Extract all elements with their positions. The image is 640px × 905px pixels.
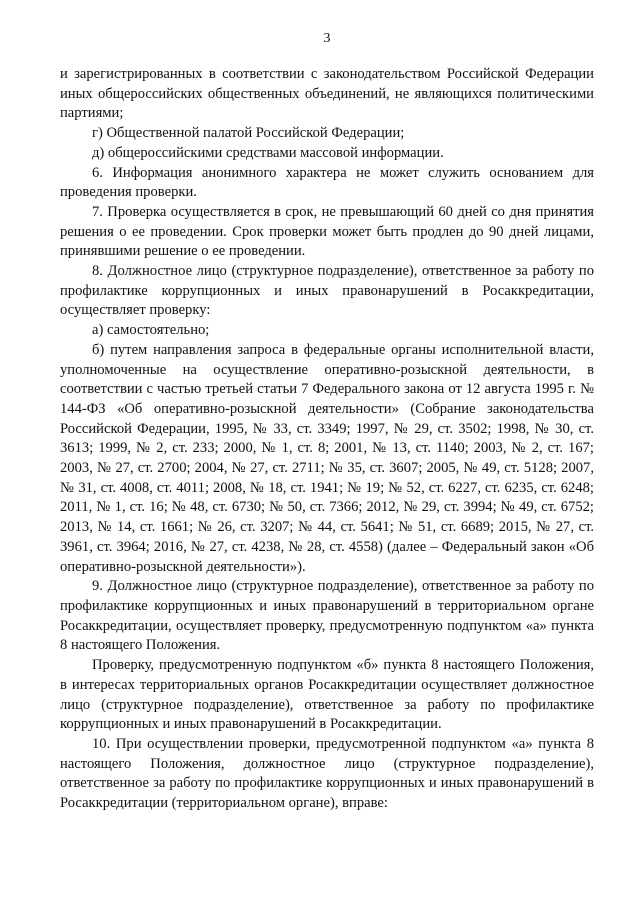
paragraph-clause-9: 9. Должностное лицо (структурное подразделение), ответственное за работу по профилактике коррупционных и иных правонарушений в территориальном органе Росаккредитации, осуществляет проверку, предусмотренную подпунктом «а» пункта 8 настоящего Положения. (60, 578, 594, 654)
paragraph-item-a: а) самостоятельно; (92, 322, 210, 339)
page-number: 3 (323, 31, 331, 46)
paragraph-intro-continuation: и зарегистрированных в соответствии с законодательством Российской Федерации иных общероссийских общественных объединений, не являющихся политическими партиями; (60, 66, 594, 122)
paragraph-clause-10: 10. При осуществлении проверки, предусмотренной подпунктом «а» пункта 8 настоящего Положения, должностное лицо (структурное подразделение), ответственное за работу по профилактике коррупционных и иных правонарушений в Росаккредитации (территориальном органе), вправе: (60, 735, 594, 812)
paragraph-item-g: г) Общественной палатой Российской Федерации; (92, 125, 405, 142)
paragraph-item-d: д) общероссийскими средствами массовой информации. (92, 144, 444, 161)
paragraph-clause-8: 8. Должностное лицо (структурное подразделение), ответственное за работу по профилактике коррупционных и иных правонарушений в Росаккредитации, осуществляет проверку: (60, 263, 594, 319)
paragraph-item-b: б) путем направления запроса в федеральные органы исполнительной власти, уполномоченные на осуществление оперативно-розыскной деятельности, в соответствии с частью третьей статьи 7 Федерального закона от 12 августа 1995 г. № 144-ФЗ «Об оперативно-розыскной деятельности» (Собрание законодательства Российской Федерации, 1995, № 33, ст. 3349; 1997, № 29, ст. 3502; 1998, № 30, ст. 3613; 1999, № 2, ст. 233; 2000, № 1, ст. 8; 2001, № 13, ст. 1140; 2003, № 2, ст. 167; 2003, № 27, ст. 2700; 2004, № 27, ст. 2711; № 35, ст. 3607; 2005, № 49, ст. 5128; 2007, № 31, ст. 4008, ст. 4011; 2008, № 18, ст. 1941; № 19; № 52, ст. 6227, ст. 6235, ст. 6248; 2011, № 1, ст. 16; № 48, ст. 6730; № 50, ст. 7366; 2012, № 29, ст. 3994; № 49, ст. 6752; 2013, № 14, ст. 1661; № 26, ст. 3207; № 44, ст. 5641; № 51, ст. 6689; 2015, № 27, ст. 3961, ст. 3964; 2016, № 27, ст. 4238, № 28, ст. 4558) (далее – Федеральный закон «Об оперативно-розыскной деятельности»). (60, 341, 594, 575)
paragraph-clause-6: 6. Информация анонимного характера не может служить основанием для проведения проверки. (60, 164, 594, 201)
paragraph-clause-7: 7. Проверка осуществляется в срок, не превышающий 60 дней со дня принятия решения о ее проведении. Срок проверки может быть продлен до 90 дней лицами, принявшими решение о ее проведении. (60, 203, 594, 260)
paragraph-clause-9-continuation: Проверку, предусмотренную подпунктом «б» пункта 8 настоящего Положения, в интересах территориальных органов Росаккредитации осуществляет должностное лицо (структурное подразделение), ответственное за работу по профилактике коррупционных и иных правонарушений в Росаккредитации. (60, 657, 594, 733)
